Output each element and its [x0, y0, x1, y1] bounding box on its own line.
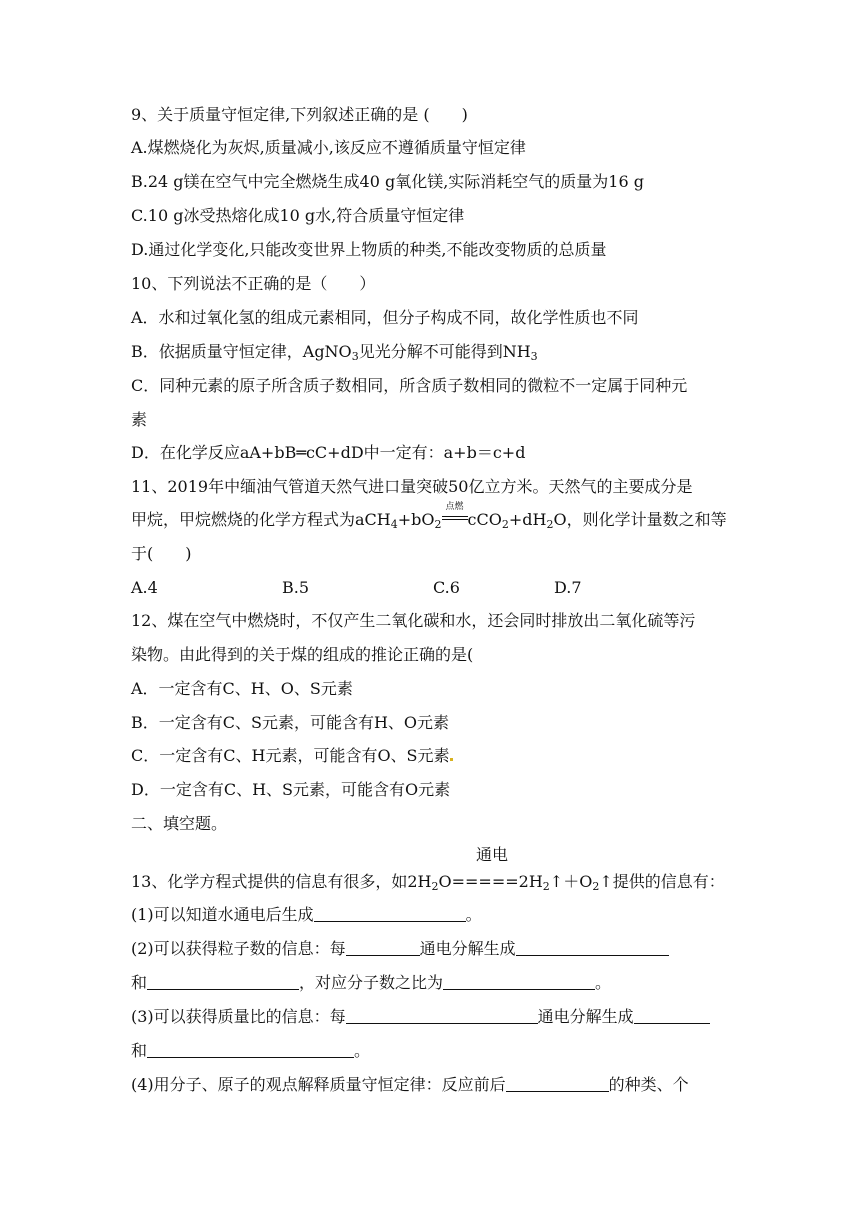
- q11-line2: [131, 502, 727, 532]
- answer-blank[interactable]: [147, 1039, 354, 1058]
- q11-sub-2a: 2: [434, 518, 442, 531]
- q10-option-d: D．在化学反应aA+bB═cC+dD中一定有：a+b＝c+d: [131, 443, 526, 462]
- q9-option-a: A.煤燃烧化为灰烬,质量减小,该反应不遵循质量守恒定律: [131, 138, 526, 157]
- q13-p2-c: 和: [131, 973, 148, 992]
- q10-b-text1: B．依据质量守恒定律，AgNO: [131, 342, 352, 361]
- q11-option-d: D.7: [554, 578, 582, 597]
- highlight-mark: [450, 758, 453, 761]
- q10-option-b: [131, 340, 538, 364]
- q11-eq-pre: 甲烷，甲烷燃烧的化学方程式为aCH: [131, 510, 391, 529]
- q12-line1: 12、煤在空气中燃烧时，不仅产生二氧化碳和水，还会同时排放出二氧化硫等污: [131, 611, 696, 630]
- answer-blank[interactable]: [516, 937, 669, 956]
- q13-sub-b: 2: [542, 880, 550, 893]
- q13-part3-line1: [131, 1005, 710, 1029]
- q13-stem-pre: 13、化学方程式提供的信息有很多，如2H: [131, 872, 432, 891]
- q11-sub-2b: 2: [501, 518, 509, 531]
- q13-p2-end: 。: [595, 973, 612, 992]
- q13-stem-mid1: O=====2H: [438, 872, 543, 891]
- q10-b-text2: 见光分解不可能得到NH: [358, 342, 531, 361]
- q12-option-b: B．一定含有C、S元素，可能含有H、O元素: [131, 713, 450, 732]
- q9-option-c: C.10 g冰受热熔化成10 g水,符合质量守恒定律: [131, 206, 465, 225]
- q13-sub-c: 2: [592, 880, 600, 893]
- answer-blank[interactable]: [346, 937, 420, 956]
- q10-stem: 10、下列说法不正确的是（ ）: [131, 274, 376, 293]
- q13-p4-a: (4)用分子、原子的观点解释质量守恒定律：反应前后: [131, 1075, 506, 1094]
- q9-option-b: B.24 g镁在空气中完全燃烧生成40 g氧化镁,实际消耗空气的质量为16 g: [131, 172, 644, 191]
- q11-option-b: B.5: [282, 578, 310, 597]
- q13-part3-line2: [131, 1039, 370, 1063]
- q13-stem-mid2: ↑＋O: [549, 872, 593, 891]
- q13-part2-line2: [131, 971, 611, 995]
- q13-p2-b: 通电分解生成: [419, 939, 516, 958]
- q10-b-sub1: 3: [351, 350, 359, 363]
- q10-option-c-line2: 素: [131, 410, 148, 429]
- q13-stem-post: ↑提供的信息有：: [599, 872, 725, 891]
- section-heading: 二、填空题。: [131, 814, 228, 833]
- q9-option-d: D.通过化学变化,只能改变世界上物质的种类,不能改变物质的总质量: [131, 240, 607, 259]
- answer-blank[interactable]: [506, 1073, 609, 1092]
- q11-reaction-arrow: [442, 502, 468, 532]
- q12-line2: 染物。由此得到的关于煤的组成的推论正确的是(: [131, 645, 474, 664]
- q13-part4: [131, 1073, 689, 1097]
- answer-blank[interactable]: [346, 1005, 538, 1024]
- q11-options: [131, 576, 731, 600]
- q11-option-c: C.6: [433, 578, 460, 597]
- q12-option-c: [131, 744, 453, 768]
- q13-p3-c: 和: [131, 1041, 148, 1060]
- q13-part2-line1: [131, 937, 669, 961]
- q11-condition: 点燃: [445, 502, 464, 512]
- q13-p2-d: ，对应分子数之比为: [299, 973, 444, 992]
- q13-p1-end: 。: [465, 905, 482, 924]
- q11-sub-2c: 2: [546, 518, 554, 531]
- q11-line1: 11、2019年中缅油气管道天然气进口量突破50亿立方米。天然气的主要成分是: [131, 477, 693, 496]
- q10-b-sub2: 3: [530, 350, 538, 363]
- q11-eq-d: +dH: [508, 510, 547, 529]
- q10-option-c-line1: C．同种元素的原子所含质子数相同，所含质子数相同的微粒不一定属于同种元: [131, 376, 688, 395]
- q11-eq-c: cCO: [467, 510, 502, 529]
- q11-eq-b: +bO: [397, 510, 435, 529]
- q12-option-a: A．一定含有C、H、O、S元素: [131, 679, 353, 698]
- q12-option-c-text: C．一定含有C、H元素，可能含有O、S元素: [131, 746, 450, 765]
- q13-condition: 通电: [476, 845, 509, 864]
- q11-line3: 于( ): [131, 544, 192, 563]
- q13-p4-b: 的种类、个: [608, 1075, 689, 1094]
- answer-blank[interactable]: [634, 1005, 710, 1024]
- q11-eq-post: O，则化学计量数之和等: [553, 510, 727, 529]
- q13-p3-end: 。: [354, 1041, 371, 1060]
- q13-p3-a: (3)可以获得质量比的信息：每: [131, 1007, 346, 1026]
- q10-option-a: A．水和过氧化氢的组成元素相同，但分子构成不同，故化学性质也不同: [131, 308, 639, 327]
- q12-option-d: D．一定含有C、H、S元素，可能含有O元素: [131, 780, 451, 799]
- q13-stem: [131, 870, 725, 894]
- q13-p2-a: (2)可以获得粒子数的信息：每: [131, 939, 346, 958]
- q11-option-a: A.4: [131, 578, 158, 597]
- answer-blank[interactable]: [314, 903, 466, 922]
- answer-blank[interactable]: [443, 971, 595, 990]
- q13-p3-b: 通电分解生成: [537, 1007, 634, 1026]
- q13-p1-text: (1)可以知道水通电后生成: [131, 905, 314, 924]
- q13-sub-a: 2: [431, 880, 439, 893]
- q11-sub-4: 4: [390, 518, 398, 531]
- q9-stem: 9、关于质量守恒定律,下列叙述正确的是 ( ): [131, 105, 468, 124]
- q13-part1: [131, 903, 482, 927]
- answer-blank[interactable]: [147, 971, 299, 990]
